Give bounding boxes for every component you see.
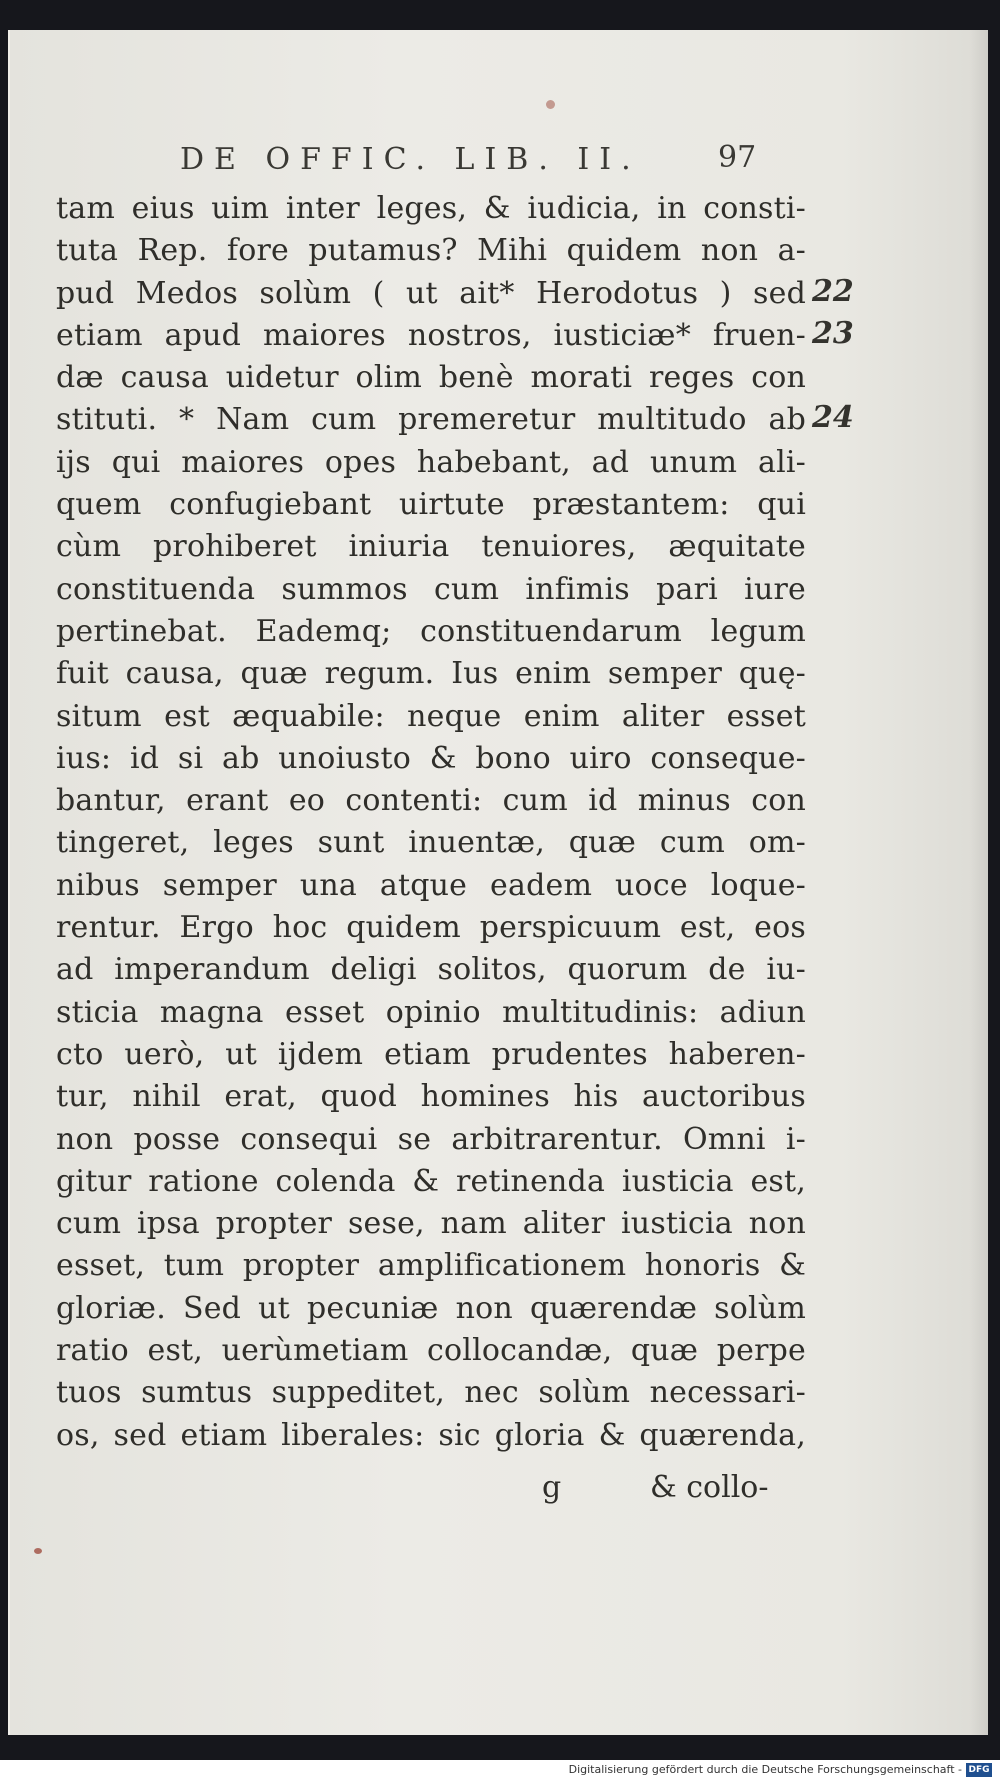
text-line: pud Medos solùm ( ut ait* Herodotus ) sed bbox=[56, 275, 806, 311]
text-line: fuit causa, quæ regum. Ius enim semper quę- bbox=[56, 656, 806, 692]
digitization-footer bbox=[0, 1760, 1000, 1782]
running-head: DE OFFIC. LIB. II. bbox=[180, 142, 641, 177]
text-line: pertinebat. Eademq; constituendarum legum bbox=[56, 613, 806, 649]
text-line: tingeret, leges sunt inuentæ, quæ cum om- bbox=[56, 825, 806, 861]
text-line: cum ipsa propter sese, nam aliter iusticia non bbox=[56, 1206, 806, 1242]
text-line: ratio est, uerùmetiam collocandæ, quæ perpe bbox=[56, 1333, 806, 1369]
text-line: cùm prohiberet iniuria tenuiores, æquitate bbox=[56, 529, 806, 565]
text-line: gitur ratione colenda & retinenda iusticia est, bbox=[56, 1163, 806, 1199]
catchword: & collo- bbox=[650, 1470, 769, 1505]
margin-note-24: 24 bbox=[812, 400, 854, 435]
text-line: esset, tum propter amplificationem honoris & bbox=[56, 1248, 806, 1284]
text-line: situm est æquabile: neque enim aliter esset bbox=[56, 698, 806, 734]
text-line: ius: id si ab unoiusto & bono uiro conseque- bbox=[56, 740, 806, 776]
text-line: tam eius uim inter leges, & iudicia, in consti- bbox=[56, 191, 806, 226]
text-line: nibus semper una atque eadem uoce loque- bbox=[56, 867, 806, 903]
body-text bbox=[56, 188, 806, 1457]
text-line: quem confugiebant uirtute præstantem: qui bbox=[56, 487, 806, 523]
text-line: sticia magna esset opinio multitudinis: adiun bbox=[56, 994, 806, 1030]
page-edge-shadow bbox=[970, 30, 988, 1735]
text-line: os, sed etiam liberales: sic gloria & quærenda, bbox=[56, 1417, 806, 1453]
text-line: cto uerò, ut ijdem etiam prudentes haberen- bbox=[56, 1036, 806, 1072]
text-line: gloriæ. Sed ut pecuniæ non quærendæ solùm bbox=[56, 1290, 806, 1326]
margin-note-22: 22 bbox=[812, 274, 854, 309]
text-line: ijs qui maiores opes habebant, ad unum ali- bbox=[56, 444, 806, 480]
paper-stain bbox=[546, 100, 555, 109]
text-line: tur, nihil erat, quod homines his auctoribus bbox=[56, 1079, 806, 1115]
text-line: etiam apud maiores nostros, iusticiæ* fruen- bbox=[56, 317, 806, 353]
text-line: non posse consequi se arbitrarentur. Omni i- bbox=[56, 1121, 806, 1157]
footer-credit: Digitalisierung gefördert durch die Deutsche Forschungsgemeinschaft - bbox=[568, 1763, 962, 1776]
text-line: rentur. Ergo hoc quidem perspicuum est, eos bbox=[56, 910, 806, 946]
text-line: dæ causa uidetur olim benè morati reges con bbox=[56, 360, 806, 396]
text-line: constituenda summos cum infimis pari iure bbox=[56, 571, 806, 607]
dfg-logo-icon: DFG bbox=[966, 1763, 992, 1777]
margin-note-23: 23 bbox=[812, 316, 854, 351]
text-line: tuos sumtus suppeditet, nec solùm necessari- bbox=[56, 1375, 806, 1411]
text-line: bantur, erant eo contenti: cum id minus con bbox=[56, 783, 806, 819]
text-line: ad imperandum deligi solitos, quorum de iu- bbox=[56, 952, 806, 988]
text-line: tuta Rep. fore putamus? Mihi quidem non a- bbox=[56, 233, 806, 269]
text-line: stituti. * Nam cum premeretur multitudo ab bbox=[56, 402, 806, 438]
paper-stain bbox=[34, 1548, 42, 1554]
page-number: 97 bbox=[718, 140, 757, 175]
signature-mark: g bbox=[542, 1470, 562, 1505]
book-page bbox=[8, 30, 988, 1735]
